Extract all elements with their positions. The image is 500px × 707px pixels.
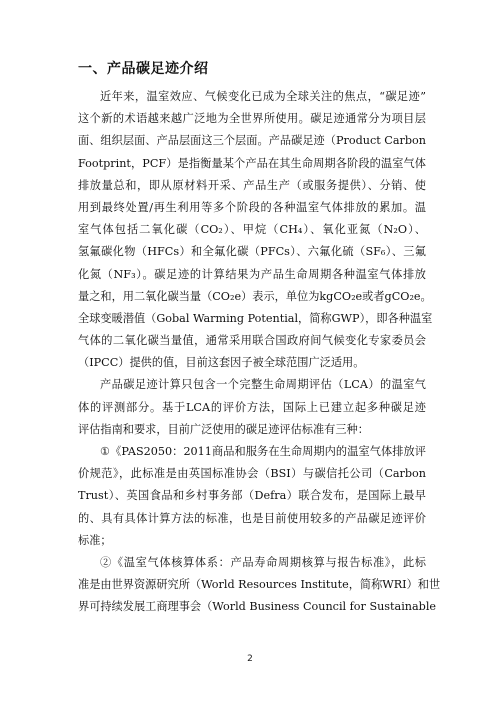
- text-line: ②《温室气体核算体系：产品寿命周期核算与报告标准》，此标: [100, 555, 426, 569]
- text-line: 量之和，用二氧化碳当量（CO₂e）表示，单位为kgCO₂e或者gCO₂e。: [78, 289, 432, 303]
- text-line: 体的评测部分。基于LCA的评价方法，国际上已建立起多种碳足迹: [78, 400, 426, 414]
- text-line: ①《PAS2050：2011商品和服务在生命周期内的温室气体排放评: [100, 445, 426, 458]
- text-line: 气体的二氧化碳当量值，通常采用联合国政府间气候变化专家委员会: [78, 334, 426, 348]
- text-line: （IPCC）提供的值，目前这套因子被全球范围广泛适用。: [78, 356, 365, 370]
- text-line: 排放量总和，即从原材料开采、产品生产（或服务提供）、分销、使: [78, 178, 426, 192]
- text-line: 全球变暖潜值（Gobal Warming Potential，简称GWP），即各种温室: [78, 311, 433, 325]
- text-line: 准是由世界资源研究所（World Resources Institute，简称WRI）和世: [78, 578, 441, 592]
- body-text: [78, 86, 441, 619]
- text-line: 近年来，温室效应、气候变化已成为全球关注的焦点，“碳足迹”: [100, 90, 426, 103]
- text-line: Footprint，PCF）是指衡量某个产品在其生命周期各阶段的温室气体: [78, 156, 426, 170]
- text-line: 用到最终处置/再生利用等多个阶段的各种温室气体排放的累加。温: [78, 200, 426, 214]
- text-line: 这个新的术语越来越广泛地为全世界所使用。碳足迹通常分为项目层: [78, 112, 426, 126]
- text-line: 界可持续发展工商理事会（World Business Council for Sustainable: [78, 600, 437, 614]
- text-line: 的、具有具体计算方法的标准，也是目前使用较多的产品碳足迹评价: [78, 511, 426, 525]
- text-line: 氢氟碳化物（HFCs）和全氟化碳（PFCs）、六氟化硫（SF₆）、三氟: [78, 245, 426, 259]
- paragraph-4: [78, 552, 441, 619]
- paragraph-2: [78, 374, 426, 441]
- text-line: 评估指南和要求，目前广泛使用的碳足迹评估标准有三种：: [78, 422, 369, 436]
- text-line: 产品碳足迹计算只包含一个完整生命周期评估（LCA）的温室气: [100, 378, 426, 392]
- text-line: Trust）、英国食品和乡村事务部（Defra）联合发布，是国际上最早: [78, 489, 426, 503]
- paragraph-1: [78, 86, 433, 374]
- text-line: 化氮（NF₃）。碳足迹的计算结果为产品生命周期各种温室气体排放: [78, 267, 426, 281]
- text-line: 室气体包括二氧化碳（CO₂）、甲烷（CH₄）、氧化亚氮（N₂O）、: [78, 223, 426, 237]
- text-line: 标准；: [78, 533, 112, 547]
- text-line: 面、组织层面、产品层面这三个层面。产品碳足迹（Product Carbon: [78, 134, 426, 148]
- text-line: 价规范》，此标准是由英国标准协会（BSI）与碳信托公司（Carbon: [78, 467, 426, 481]
- paragraph-3: [78, 441, 426, 552]
- section-heading: 一、产品碳足迹介绍: [78, 61, 209, 77]
- page-number: 2: [247, 654, 253, 664]
